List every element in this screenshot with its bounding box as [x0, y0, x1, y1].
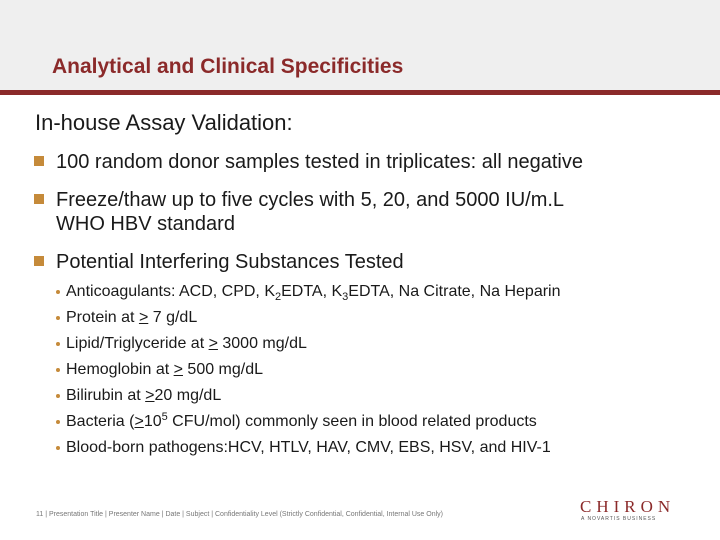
sub-bullet-text: Lipid/Triglyceride at > 3000 mg/dL — [66, 335, 307, 352]
square-bullet-icon — [34, 194, 44, 204]
bullet-text: 100 random donor samples tested in triplicates: all negative — [56, 151, 583, 173]
sub-bullet-text: Bacteria ($>10^5$ CFU/mol) commonly seen in blood related products — [66, 411, 537, 430]
bullet-text: WHO HBV standard — [56, 213, 235, 235]
chiron-logo — [580, 497, 700, 525]
dot-bullet-icon — [56, 446, 60, 450]
logo-tagline: A NOVARTIS BUSINESS — [581, 516, 657, 522]
dot-bullet-icon — [56, 368, 60, 372]
title-divider — [0, 90, 720, 95]
dot-bullet-icon — [56, 394, 60, 398]
slide-title: Analytical and Clinical Specificities — [52, 55, 404, 78]
sub-bullet-text: Blood-born pathogens:HCV, HTLV, HAV, CMV, EBS, HSV, and HIV-1 — [66, 439, 551, 456]
dot-bullet-icon — [56, 342, 60, 346]
bullet-text: Potential Interfering Substances Tested — [56, 251, 404, 273]
square-bullet-icon — [34, 156, 44, 166]
bullet-text: Freeze/thaw up to five cycles with 5, 20, and 5000 IU/m.L — [56, 189, 565, 211]
dot-bullet-icon — [56, 420, 60, 424]
subheading: In-house Assay Validation: — [35, 110, 293, 135]
sub-bullet-text: Anticoagulants: ACD, CPD, $K_2EDTA$, $K_3EDTA$, Na Citrate, Na Heparin — [66, 283, 561, 303]
dot-bullet-icon — [56, 290, 60, 294]
dot-bullet-icon — [56, 316, 60, 320]
footer-text: 11 | Presentation Title | Presenter Name | Date | Subject | Confidentiality Level (Strictly Confidential, Confidential, Internal Use Only) — [36, 511, 443, 518]
sub-bullet-text: Hemoglobin at > 500 mg/dL — [66, 361, 264, 378]
square-bullet-icon — [34, 256, 44, 266]
sub-bullet-text: Bilirubin at >20 mg/dL — [66, 387, 222, 404]
logo-wordmark: CHIRON — [580, 497, 676, 516]
sub-bullet-text: Protein at > 7 g/dL — [66, 309, 198, 326]
